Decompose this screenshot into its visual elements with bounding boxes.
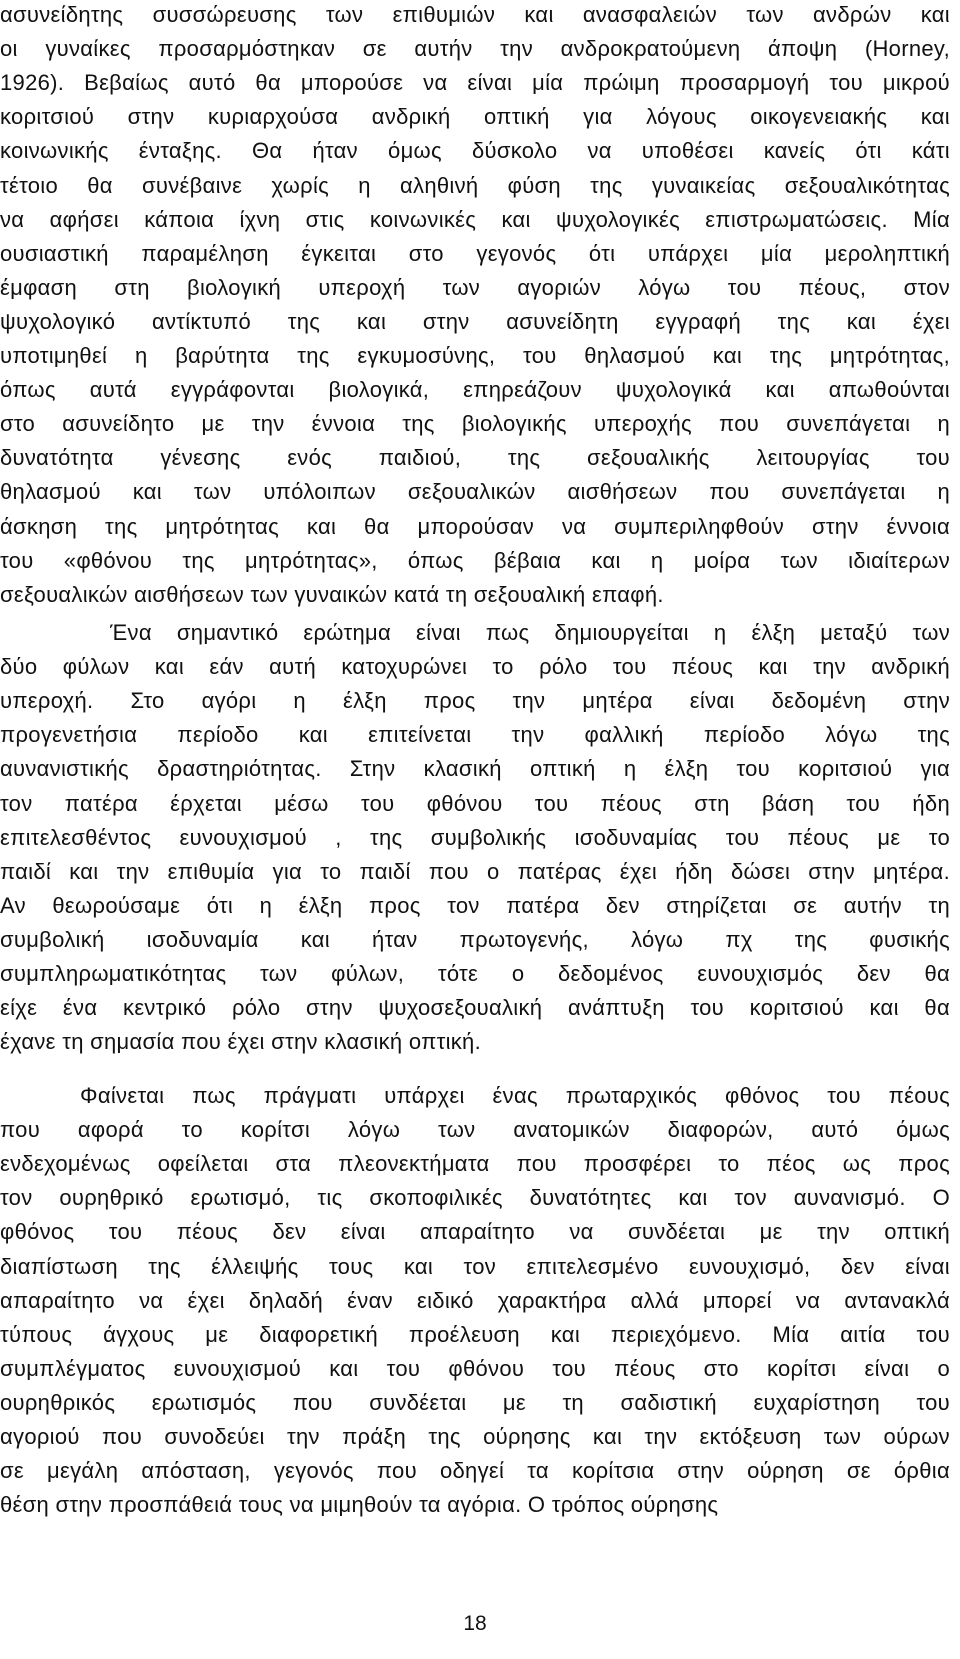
text-line: θηλασμού και των υπόλοιπων σεξουαλικών αισθήσεων που συνεπάγεται η: [0, 479, 950, 504]
text-line: τύπους άγχους με διαφορετική προέλευση και περιεχόμενο. Μία αιτία του: [0, 1322, 950, 1347]
text-line: στο ασυνείδητο με την έννοια της βιολογικής υπεροχής που συνεπάγεται η: [0, 411, 950, 436]
text-line: έμφαση στη βιολογική υπεροχή των αγοριών λόγω του πέους, στον: [0, 275, 950, 300]
text-line: οι γυναίκες προσαρμόστηκαν σε αυτήν την ανδροκρατούμενη άποψη (Horney,: [0, 36, 950, 61]
text-line: ενδεχομένως οφείλεται στα πλεονεκτήματα που προσφέρει το πέος ως προς: [0, 1151, 950, 1176]
text-line: υπεροχή. Στο αγόρι η έλξη προς την μητέρα είναι δεδομένη στην: [0, 688, 950, 713]
text-line: του «φθόνου της μητρότητας», όπως βέβαια και η μοίρα των ιδιαίτερων: [0, 548, 950, 573]
text-line: τέτοιο θα συνέβαινε χωρίς η αληθινή φύση της γυναικείας σεξουαλικότητας: [0, 173, 950, 198]
text-line: ουσιαστική παραμέληση έγκειται στο γεγονός ότι υπάρχει μία μεροληπτική: [0, 241, 950, 266]
text-line: όπως αυτά εγγράφονται βιολογικά, επηρεάζουν ψυχολογικά και απωθούνται: [0, 377, 950, 402]
text-line: δυνατότητα γένεσης ενός παιδιού, της σεξουαλικής λειτουργίας του: [0, 445, 950, 470]
text-line: Αν θεωρούσαμε ότι η έλξη προς τον πατέρα δεν στηρίζεται σε αυτήν τη: [0, 893, 950, 918]
text-line: επιτελεσθέντος ευνουχισμού , της συμβολικής ισοδυναμίας του πέους με το: [0, 825, 950, 850]
text-line: υποτιμηθεί η βαρύτητα της εγκυμοσύνης, του θηλασμού και της μητρότητας,: [0, 343, 950, 368]
text-line: ασυνείδητης συσσώρευσης των επιθυμιών και ανασφαλειών των ανδρών και: [0, 2, 950, 27]
text-line: αγοριού που συνοδεύει την πράξη της ούρησης και την εκτόξευση των ούρων: [0, 1424, 950, 1449]
text-line: είχε ένα κεντρικό ρόλο στην ψυχοσεξουαλική ανάπτυξη του κοριτσιού και θα: [0, 995, 950, 1020]
page-number: 18: [463, 1612, 487, 1635]
text-line: αυνανιστικής δραστηριότητας. Στην κλασική οπτική η έλξη του κοριτσιού για: [0, 756, 950, 781]
text-line: κοριτσιού στην κυριαρχούσα ανδρική οπτική για λόγους οικογενειακής και: [0, 104, 950, 129]
text-line: Φαίνεται πως πράγματι υπάρχει ένας πρωταρχικός φθόνος του πέους: [80, 1083, 950, 1108]
text-line: συμπλέγματος ευνουχισμού και του φθόνου του πέους στο κορίτσι είναι ο: [0, 1356, 950, 1381]
text-line: σεξουαλικών αισθήσεων των γυναικών κατά τη σεξουαλική επαφή.: [0, 582, 664, 607]
text-line: τον πατέρα έρχεται μέσω του φθόνου του πέους στη βάση του ήδη: [0, 791, 950, 816]
text-line: έχανε τη σημασία που έχει στην κλασική οπτική.: [0, 1029, 481, 1054]
text-line: απαραίτητο να έχει δηλαδή έναν ειδικό χαρακτήρα αλλά μπορεί να αντανακλά: [0, 1288, 950, 1313]
text-line: 1926). Βεβαίως αυτό θα μπορούσε να είναι μία πρώιμη προσαρμογή του μικρού: [0, 70, 950, 95]
text-line: διαπίστωση της έλλειψής τους και τον επιτελεσμένο ευνουχισμό, δεν είναι: [0, 1254, 950, 1279]
text-line: Ένα σημαντικό ερώτημα είναι πως δημιουργείται η έλξη μεταξύ των: [110, 620, 950, 645]
text-line: συμπληρωματικότητας των φύλων, τότε ο δεδομένος ευνουχισμός δεν θα: [0, 961, 950, 986]
text-line: τον ουρηθρικό ερωτισμό, τις σκοποφιλικές δυνατότητες και τον αυνανισμό. Ο: [0, 1185, 950, 1210]
text-line: παιδί και την επιθυμία για το παιδί που ο πατέρας έχει ήδη δώσει στην μητέρα.: [0, 859, 950, 884]
text-line: να αφήσει κάποια ίχνη στις κοινωνικές και ψυχολογικές επιστρωματώσεις. Μία: [0, 207, 950, 232]
text-line: δύο φύλων και εάν αυτή κατοχυρώνει το ρόλο του πέους και την ανδρική: [0, 654, 950, 679]
text-line: συμβολική ισοδυναμία και ήταν πρωτογενής, λόγω πχ της φυσικής: [0, 927, 950, 952]
text-line: φθόνος του πέους δεν είναι απαραίτητο να συνδέεται με την οπτική: [0, 1219, 950, 1244]
text-line: ψυχολογικό αντίκτυπό της και στην ασυνείδητη εγγραφή της και έχει: [0, 309, 950, 334]
text-line: που αφορά το κορίτσι λόγω των ανατομικών διαφορών, αυτό όμως: [0, 1117, 950, 1142]
text-line: άσκηση της μητρότητας και θα μπορούσαν να συμπεριληφθούν στην έννοια: [0, 514, 950, 539]
text-line: θέση στην προσπάθειά τους να μιμηθούν τα αγόρια. Ο τρόπος ούρησης: [0, 1492, 719, 1517]
text-line: προγενετήσια περίοδο και επιτείνεται την φαλλική περίοδο λόγω της: [0, 722, 950, 747]
text-line: ουρηθρικός ερωτισμός που συνδέεται με τη σαδιστική ευχαρίστηση του: [0, 1390, 950, 1415]
text-line: σε μεγάλη απόσταση, γεγονός που οδηγεί τα κορίτσια στην ούρηση σε όρθια: [0, 1458, 950, 1483]
text-line: κοινωνικής ένταξης. Θα ήταν όμως δύσκολο να υποθέσει κανείς ότι κάτι: [0, 138, 950, 163]
